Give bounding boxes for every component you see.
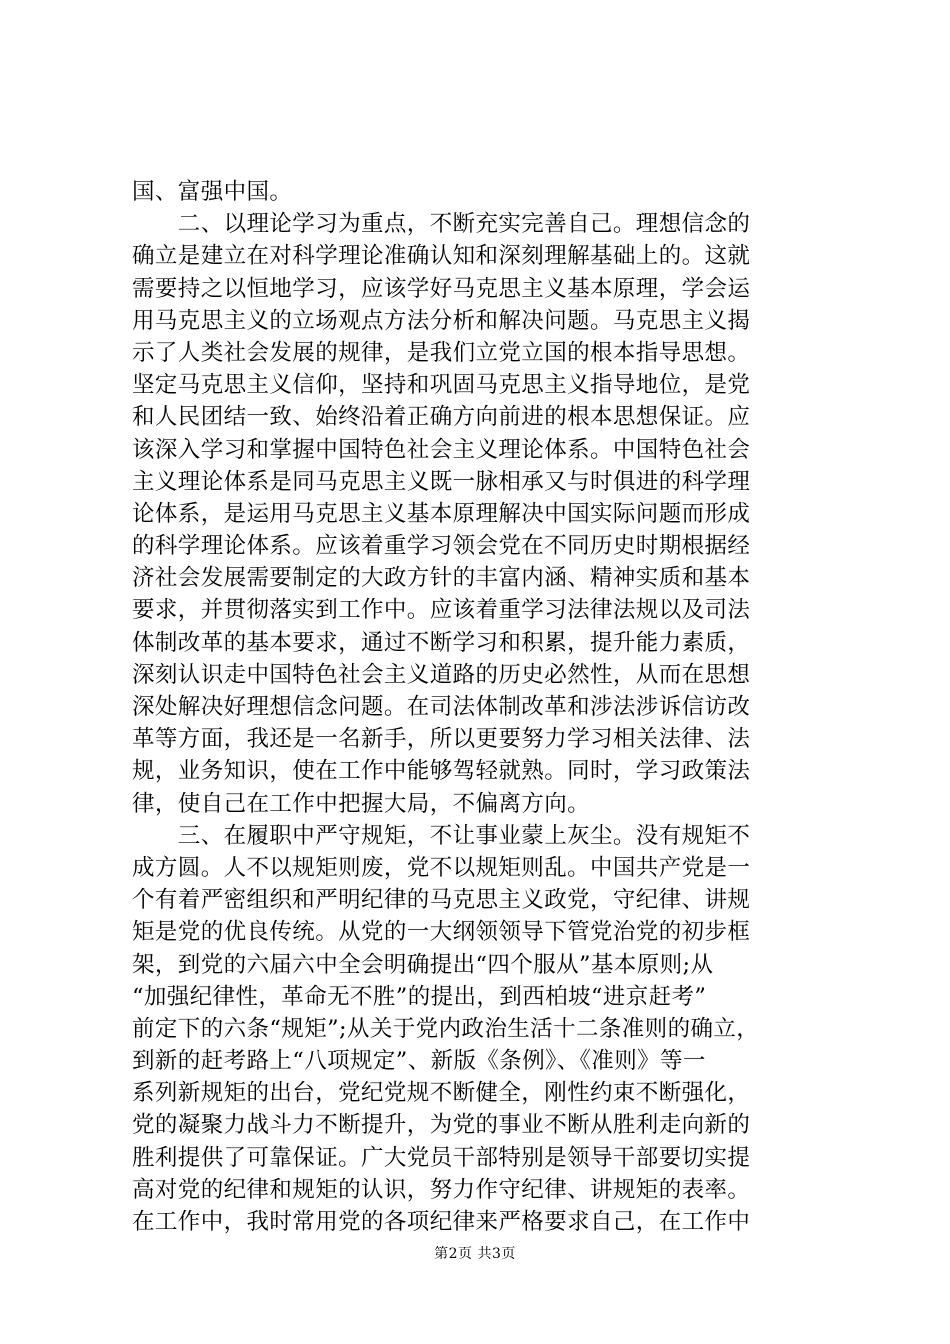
page-footer bbox=[0, 1244, 950, 1264]
text-line: 胜利提供了可靠保证。广大党员干部特别是领导干部要切实提 bbox=[132, 1144, 751, 1171]
text-line: 该深入学习和掌握中国特色社会主义理论体系。中国特色社会 bbox=[132, 436, 751, 463]
text-line: 架，到党的六届六中全会明确提出“四个服从”基本原则;从 bbox=[132, 951, 714, 978]
text-line: 律，使自己在工作中把握大局，不偏离方向。 bbox=[132, 790, 591, 817]
text-line: 的科学理论体系。应该着重学习领会党在不同历史时期根据经 bbox=[132, 533, 751, 560]
text-line: 矩是党的优良传统。从党的一大纲领领导下管党治党的初步框 bbox=[132, 919, 751, 946]
text-line: 在工作中，我时常用党的各项纪律来严格要求自己，在工作中 bbox=[132, 1209, 751, 1235]
text-line: 系列新规矩的出台，党纪党规不断健全，刚性约束不断强化， bbox=[132, 1080, 751, 1107]
text-line: 个有着严密组织和严明纪律的马克思主义政党，守纪律、讲规 bbox=[132, 887, 751, 914]
text-line: 论体系，是运用马克思主义基本原理解决中国实际问题而形成 bbox=[132, 500, 751, 527]
text-line: 深刻认识走中国特色社会主义道路的历史必然性，从而在思想 bbox=[132, 661, 751, 688]
text-line: “加强纪律性，革命无不胜”的提出，到西柏坡“进京赶考” bbox=[132, 983, 707, 1010]
body-text bbox=[132, 176, 832, 1238]
text-line: 坚定马克思主义信仰，坚持和巩固马克思主义指导地位，是党 bbox=[132, 372, 751, 399]
text-line: 革等方面，我还是一名新手，所以更要努力学习相关法律、法 bbox=[132, 726, 751, 753]
text-line: 要求，并贯彻落实到工作中。应该着重学习法律法规以及司法 bbox=[132, 597, 751, 624]
text-line: 二、以理论学习为重点，不断充实完善自己。理想信念的 bbox=[132, 211, 751, 238]
text-line: 主义理论体系是同马克思主义既一脉相承又与时俱进的科学理 bbox=[132, 468, 751, 495]
text-line: 济社会发展需要制定的大政方针的丰富内涵、精神实质和基本 bbox=[132, 565, 751, 592]
text-line: 体制改革的基本要求，通过不断学习和积累，提升能力素质， bbox=[132, 629, 751, 656]
text-line: 成方圆。人不以规矩则废，党不以规矩则乱。中国共产党是一 bbox=[132, 854, 751, 881]
text-line: 到新的赶考路上“八项规定”、新版《条例》、《准则》等一 bbox=[132, 1048, 706, 1075]
page-number: 第2页 共3页 bbox=[434, 1246, 516, 1262]
text-line: 用马克思主义的立场观点方法分析和解决问题。马克思主义揭 bbox=[132, 307, 751, 334]
text-line: 深处解决好理想信念问题。在司法体制改革和涉法涉诉信访改 bbox=[132, 694, 751, 720]
text-line: 需要持之以恒地学习，应该学好马克思主义基本原理，学会运 bbox=[132, 275, 751, 302]
text-line: 前定下的六条“规矩”;从关于党内政治生活十二条准则的确立， bbox=[132, 1015, 760, 1042]
text-line: 示了人类社会发展的规律，是我们立党立国的根本指导思想。 bbox=[132, 339, 751, 366]
text-line: 确立是建立在对科学理论准确认知和深刻理解基础上的。这就 bbox=[132, 243, 751, 270]
text-line: 和人民团结一致、始终沿着正确方向前进的根本思想保证。应 bbox=[132, 404, 751, 431]
text-line: 高对党的纪律和规矩的认识，努力作守纪律、讲规矩的表率。 bbox=[132, 1176, 751, 1203]
text-line: 党的凝聚力战斗力不断提升，为党的事业不断从胜利走向新的 bbox=[132, 1112, 751, 1139]
text-line: 三、在履职中严守规矩，不让事业蒙上灰尘。没有规矩不 bbox=[132, 822, 751, 849]
text-line: 国、富强中国。 bbox=[132, 179, 293, 205]
text-line: 规，业务知识，使在工作中能够驾轻就熟。同时，学习政策法 bbox=[132, 758, 751, 785]
